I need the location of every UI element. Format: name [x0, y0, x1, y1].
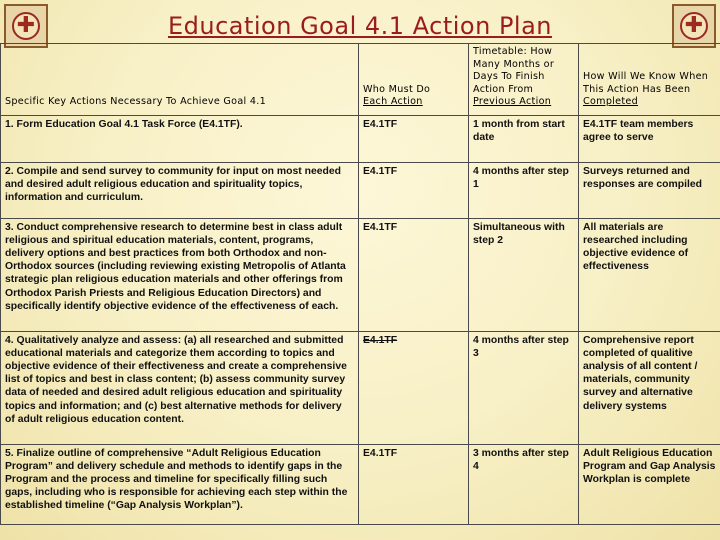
- completion-cell: Surveys returned and responses are compiled: [579, 162, 720, 218]
- table-row: [1, 115, 720, 162]
- table-row: [1, 162, 720, 218]
- timetable-cell: 3 months after step 4: [469, 444, 579, 524]
- who-cell: E4.1TF: [359, 218, 469, 331]
- completion-cell: Adult Religious Education Program and Gap Analysis Workplan is complete: [579, 444, 720, 524]
- completion-cell: Comprehensive report completed of qualitive analysis of all content / materials, community survey and alternative delivery systems: [579, 331, 720, 444]
- action-cell: 4. Qualitatively analyze and assess: (a) all researched and submitted educational materials and categorize them according to topics and objective evidence of their effectiveness and create a comprehensive list of topics and best in class content; (b) assess community survey data of needed and desired adult religious education and spirituality topics and information; and (c) best alternative methods for delivery of adult religious education content.: [1, 331, 359, 444]
- page-title: Education Goal 4.1 Action Plan: [167, 12, 553, 40]
- table-header-row: [1, 44, 720, 116]
- action-plan-table: [0, 43, 720, 525]
- timetable-cell: 4 months after step 1: [469, 162, 579, 218]
- timetable-cell: 4 months after step 3: [469, 331, 579, 444]
- completion-cell: All materials are researched including objective evidence of effectiveness: [579, 218, 720, 331]
- who-cell: E4.1TF: [359, 331, 469, 444]
- header-timetable: Timetable: How Many Months or Days To Finish Action From Previous Action: [469, 44, 579, 116]
- table-row: [1, 444, 720, 524]
- header-completion: How Will We Know When This Action Has Been Completed: [579, 44, 720, 116]
- completion-cell: E4.1TF team members agree to serve: [579, 115, 720, 162]
- timetable-cell: 1 month from start date: [469, 115, 579, 162]
- who-cell: E4.1TF: [359, 444, 469, 524]
- table-row: [1, 218, 720, 331]
- header-who: Who Must Do Each Action: [359, 44, 469, 116]
- action-cell: 1. Form Education Goal 4.1 Task Force (E4.1TF).: [1, 115, 359, 162]
- action-cell: 3. Conduct comprehensive research to determine best in class adult religious and spiritual education materials, content, programs, delivery options and best practices from both Orthodox and non-Orthodox sources (including reviewing existing Metropolis of Atlanta strategic plan religious education materials and other offerings from Orthodox Parish Priests and Religious Education Directors) and specifically identify objective evidence of the effectiveness of each.: [1, 218, 359, 331]
- header-key-actions: Specific Key Actions Necessary To Achieve Goal 4.1: [1, 44, 359, 116]
- table-row: [1, 331, 720, 444]
- who-cell: E4.1TF: [359, 115, 469, 162]
- action-cell: 5. Finalize outline of comprehensive “Adult Religious Education Program” and delivery schedule and methods to identify gaps in the Program and the process and timeline for specifically filling such gaps, including who is responsible for achieving each step within the established timeline (“Gap Analysis Workplan”).: [1, 444, 359, 524]
- timetable-cell: Simultaneous with step 2: [469, 218, 579, 331]
- action-cell: 2. Compile and send survey to community for input on most needed and desired adult religious education and spirituality topics, information and curriculum.: [1, 162, 359, 218]
- who-cell: E4.1TF: [359, 162, 469, 218]
